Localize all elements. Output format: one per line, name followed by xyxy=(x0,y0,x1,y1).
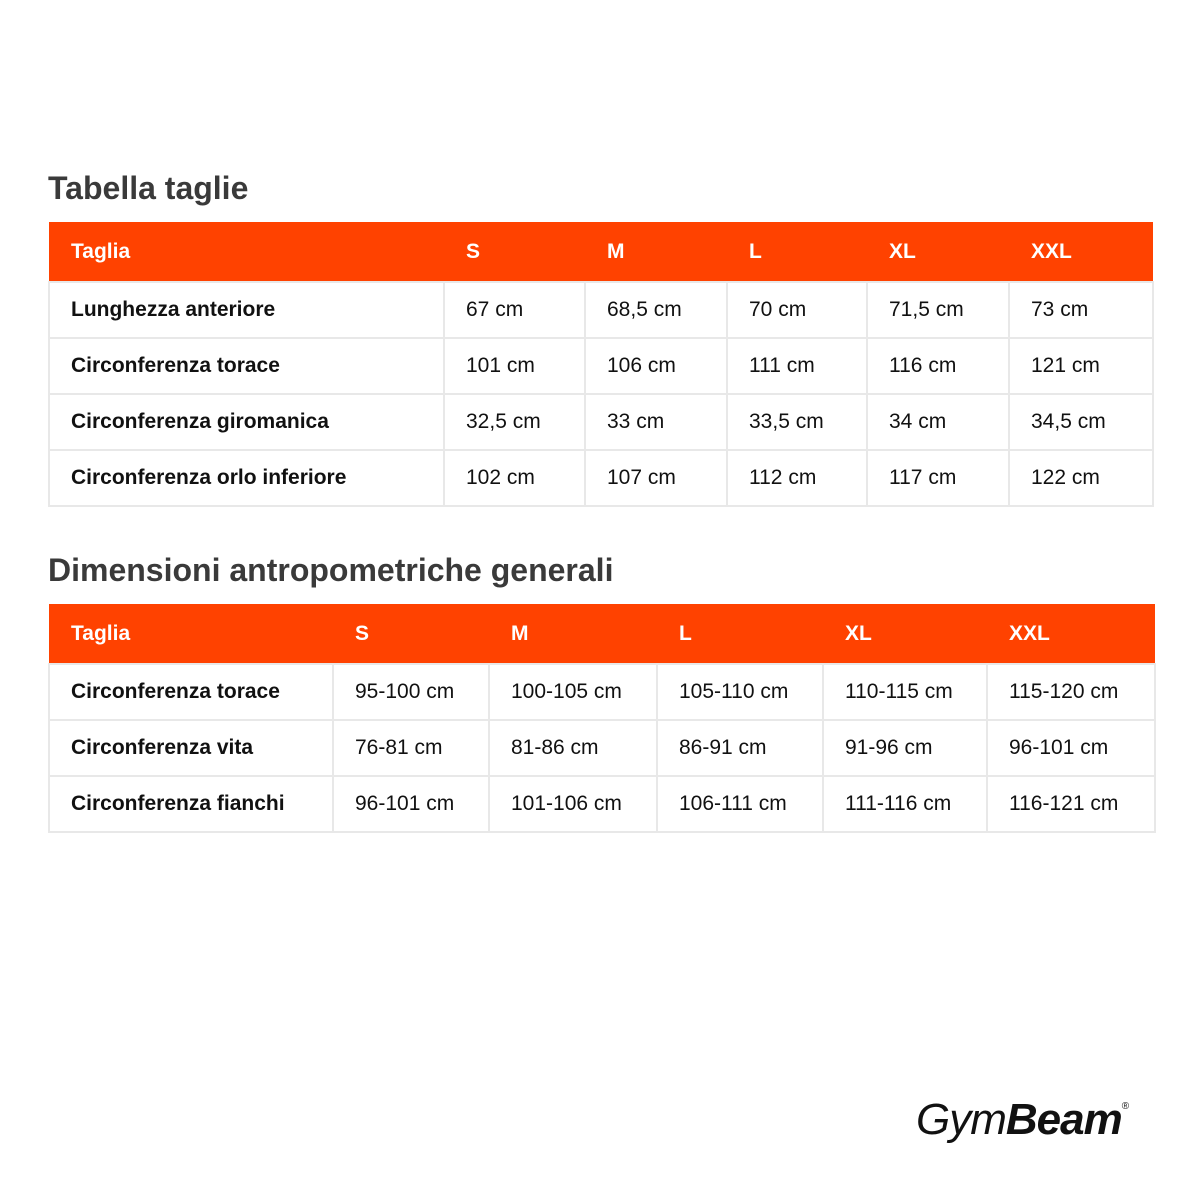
table-row xyxy=(49,450,1153,506)
table-cell: 101-106 cm xyxy=(489,776,657,832)
gymbeam-logo xyxy=(916,1095,1130,1144)
table-cell: 105-110 cm xyxy=(657,664,823,720)
table-cell: 95-100 cm xyxy=(333,664,489,720)
row-label: Circonferenza torace xyxy=(49,338,444,394)
body-table-title: Dimensioni antropometriche generali xyxy=(48,552,614,588)
header-size-xl: XL xyxy=(823,604,987,664)
table-cell: 73 cm xyxy=(1009,282,1153,338)
table-row xyxy=(49,282,1153,338)
table-cell: 96-101 cm xyxy=(333,776,489,832)
row-label: Lunghezza anteriore xyxy=(49,282,444,338)
table-cell: 102 cm xyxy=(444,450,585,506)
table-row xyxy=(49,394,1153,450)
header-size-s: S xyxy=(444,222,585,282)
table-row xyxy=(49,720,1155,776)
body-measurements-table xyxy=(48,604,1156,833)
row-label: Circonferenza vita xyxy=(49,720,333,776)
table-cell: 117 cm xyxy=(867,450,1009,506)
table-cell: 106 cm xyxy=(585,338,727,394)
table-cell: 33 cm xyxy=(585,394,727,450)
table-cell: 34,5 cm xyxy=(1009,394,1153,450)
table-cell: 67 cm xyxy=(444,282,585,338)
logo-text-beam: Beam xyxy=(1005,1095,1122,1144)
header-size-xxl: XXL xyxy=(987,604,1155,664)
table-cell: 81-86 cm xyxy=(489,720,657,776)
table-cell: 34 cm xyxy=(867,394,1009,450)
header-taglia: Taglia xyxy=(49,604,333,664)
row-label: Circonferenza giromanica xyxy=(49,394,444,450)
header-size-m: M xyxy=(585,222,727,282)
table-cell: 68,5 cm xyxy=(585,282,727,338)
table-cell: 101 cm xyxy=(444,338,585,394)
header-size-l: L xyxy=(657,604,823,664)
header-size-xxl: XXL xyxy=(1009,222,1153,282)
row-label: Circonferenza torace xyxy=(49,664,333,720)
table-cell: 111-116 cm xyxy=(823,776,987,832)
table-cell: 110-115 cm xyxy=(823,664,987,720)
table-cell: 86-91 cm xyxy=(657,720,823,776)
table-cell: 71,5 cm xyxy=(867,282,1009,338)
table-cell: 122 cm xyxy=(1009,450,1153,506)
table-cell: 33,5 cm xyxy=(727,394,867,450)
body-table-header-row xyxy=(49,604,1155,664)
table-cell: 70 cm xyxy=(727,282,867,338)
size-table-title: Tabella taglie xyxy=(48,170,249,206)
table-cell: 96-101 cm xyxy=(987,720,1155,776)
table-cell: 100-105 cm xyxy=(489,664,657,720)
header-size-m: M xyxy=(489,604,657,664)
table-row xyxy=(49,776,1155,832)
row-label: Circonferenza fianchi xyxy=(49,776,333,832)
table-cell: 111 cm xyxy=(727,338,867,394)
table-cell: 76-81 cm xyxy=(333,720,489,776)
header-size-xl: XL xyxy=(867,222,1009,282)
table-cell: 106-111 cm xyxy=(657,776,823,832)
size-table-header-row xyxy=(49,222,1153,282)
header-size-s: S xyxy=(333,604,489,664)
logo-text-gym: Gym xyxy=(916,1095,1006,1144)
size-table xyxy=(48,222,1154,507)
row-label: Circonferenza orlo inferiore xyxy=(49,450,444,506)
table-cell: 112 cm xyxy=(727,450,867,506)
table-cell: 115-120 cm xyxy=(987,664,1155,720)
table-row xyxy=(49,664,1155,720)
header-taglia: Taglia xyxy=(49,222,444,282)
table-cell: 91-96 cm xyxy=(823,720,987,776)
table-cell: 116 cm xyxy=(867,338,1009,394)
table-row xyxy=(49,338,1153,394)
table-cell: 107 cm xyxy=(585,450,727,506)
table-cell: 32,5 cm xyxy=(444,394,585,450)
header-size-l: L xyxy=(727,222,867,282)
registered-mark: ® xyxy=(1121,1101,1130,1112)
table-cell: 116-121 cm xyxy=(987,776,1155,832)
table-cell: 121 cm xyxy=(1009,338,1153,394)
